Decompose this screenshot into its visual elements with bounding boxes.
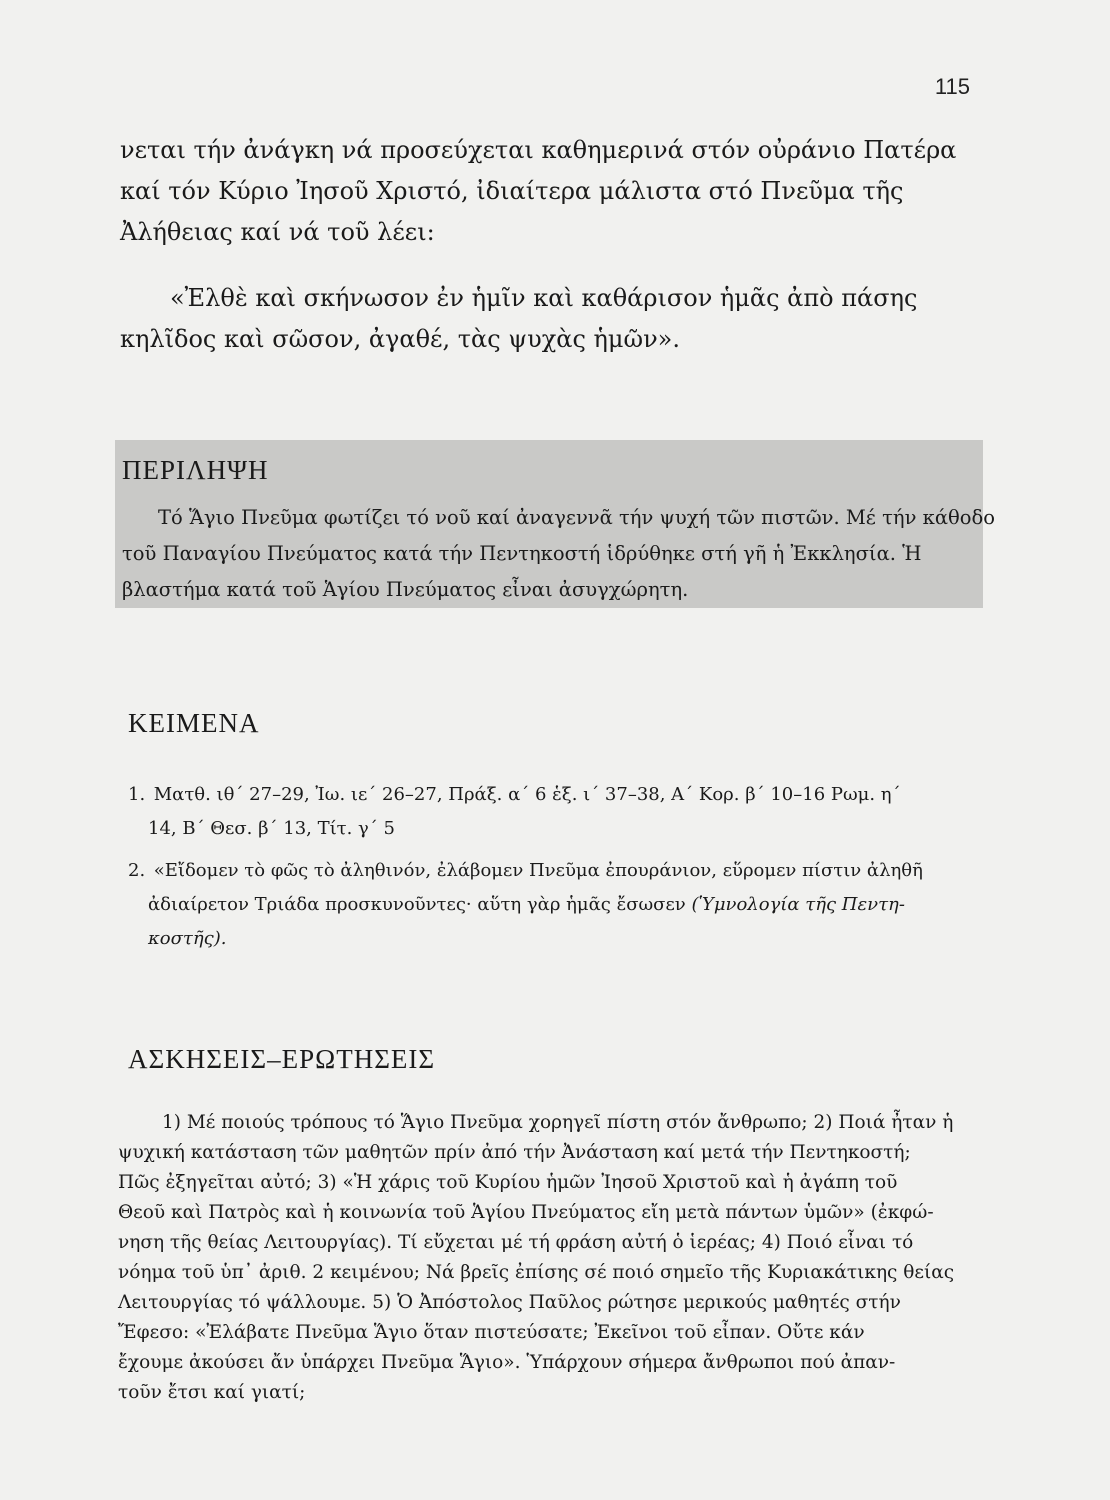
exercise-line: τοῦν ἔτσι καί γιατί; bbox=[118, 1382, 306, 1403]
exercise-line: νόημα τοῦ ὑπ᾽ ἀριθ. 2 κειμένου; Νά βρεῖς ἐπίσης σέ ποιό σημεῖο τῆς Κυριακάτικης θείας bbox=[118, 1262, 955, 1283]
exercise-line: Ἔφεσο: «Ἐλάβατε Πνεῦμα Ἅγιο ὅταν πιστεύσατε; Ἐκεῖνοι τοῦ εἶπαν. Οὔτε κάν bbox=[118, 1322, 865, 1343]
text-item-line: ἀδιαίρετον Τριάδα προσκυνοῦντες· αὕτη γὰρ ἡμᾶς ἔσωσεν bbox=[148, 894, 686, 915]
exercise-line: ψυχική κατάσταση τῶν μαθητῶν πρίν ἀπό τήν Ἀνάσταση καί μετά τήν Πεντηκοστή; bbox=[118, 1142, 911, 1163]
exercises-paragraph bbox=[118, 1108, 990, 1408]
quote-line: κηλῖδος καὶ σῶσον, ἀγαθέ, τὰς ψυχὰς ἡμῶν». bbox=[120, 325, 680, 353]
texts-list bbox=[128, 778, 988, 964]
page-number: 115 bbox=[934, 74, 970, 99]
quote-line: «Ἐλθὲ καὶ σκήνωσον ἐν ἡμῖν καὶ καθάρισον ἡμᾶς ἀπὸ πάσης bbox=[170, 284, 918, 312]
intro-line: Ἀλήθειας καί νά τοῦ λέει: bbox=[120, 218, 435, 246]
intro-paragraph bbox=[120, 130, 980, 253]
text-item-line: «Εἴδομεν τὸ φῶς τὸ ἀληθινόν, ἐλάβομεν Πνεῦμα ἐπουράνιον, εὕρομεν πίστιν ἀληθῆ bbox=[153, 860, 923, 881]
texts-heading: ΚΕΙΜΕΝΑ bbox=[128, 708, 260, 738]
exercise-line: Λειτουργίας τό ψάλλουμε. 5) Ὁ Ἀπόστολος Παῦλος ρώτησε μερικούς μαθητές στήν bbox=[118, 1292, 901, 1313]
exercise-line: ἔχουμε ἀκούσει ἄν ὑπάρχει Πνεῦμα Ἅγιο». Ὑπάρχουν σήμερα ἄνθρωποι πού ἀπαν- bbox=[118, 1352, 896, 1373]
exercise-line: Θεοῦ καὶ Πατρὸς καὶ ἡ κοινωνία τοῦ Ἁγίου Πνεύματος εἴη μετὰ πάντων ὑμῶν» (ἐκφώ- bbox=[118, 1202, 934, 1223]
text-item-line: Ματθ. ιθ´ 27–29, Ἰω. ιε´ 26–27, Πράξ. α´ 6 ἑξ. ι´ 37–38, Α´ Κορ. β´ 10–16 Ρωμ. η´ bbox=[153, 784, 901, 805]
intro-line: καί τόν Κύριο Ἰησοῦ Χριστό, ἰδιαίτερα μάλιστα στό Πνεῦμα τῆς bbox=[120, 177, 904, 205]
exercise-line: 1) Μέ ποιούς τρόπους τό Ἅγιο Πνεῦμα χορηγεῖ πίστη στόν ἄνθρωπο; 2) Ποιά ἦταν ἡ bbox=[162, 1112, 954, 1133]
exercise-line: Πῶς ἐξηγεῖται αὐτό; 3) «Ἡ χάρις τοῦ Κυρίου ἡμῶν Ἰησοῦ Χριστοῦ καὶ ἡ ἀγάπη τοῦ bbox=[118, 1172, 898, 1193]
summary-line: βλαστήμα κατά τοῦ Ἁγίου Πνεύματος εἶναι ἀσυγχώρητη. bbox=[122, 578, 689, 601]
summary-heading: ΠΕΡΙΛΗΨΗ bbox=[122, 455, 269, 485]
text-item bbox=[128, 778, 988, 846]
text-item-source: κοστῆς). bbox=[148, 928, 227, 949]
summary-line: Τό Ἅγιο Πνεῦμα φωτίζει τό νοῦ καί ἀναγεννᾶ τήν ψυχή τῶν πιστῶν. Μέ τήν κάθοδο bbox=[158, 506, 995, 529]
prayer-quote bbox=[120, 278, 990, 360]
text-item-line: 14, Β´ Θεσ. β´ 13, Τίτ. γ´ 5 bbox=[148, 818, 395, 839]
text-item bbox=[128, 854, 988, 956]
exercises-heading: ΑΣΚΗΣΕΙΣ–ΕΡΩΤΗΣΕΙΣ bbox=[128, 1044, 436, 1074]
text-item-number: 2. bbox=[128, 860, 146, 881]
exercise-line: νηση τῆς θείας Λειτουργίας). Τί εὔχεται μέ τή φράση αὐτή ὁ ἱερέας; 4) Ποιό εἶναι τό bbox=[118, 1232, 914, 1253]
text-item-source: (Ὑμνολογία τῆς Πεντη- bbox=[691, 894, 905, 915]
text-item-number: 1. bbox=[128, 784, 146, 805]
summary-line: τοῦ Παναγίου Πνεύματος κατά τήν Πεντηκοστή ἱδρύθηκε στή γῆ ἡ Ἐκκλησία. Ἡ bbox=[122, 542, 922, 565]
summary-text bbox=[122, 500, 995, 608]
intro-line: νεται τήν ἀνάγκη νά προσεύχεται καθημερινά στόν οὐράνιο Πατέρα bbox=[120, 136, 957, 164]
